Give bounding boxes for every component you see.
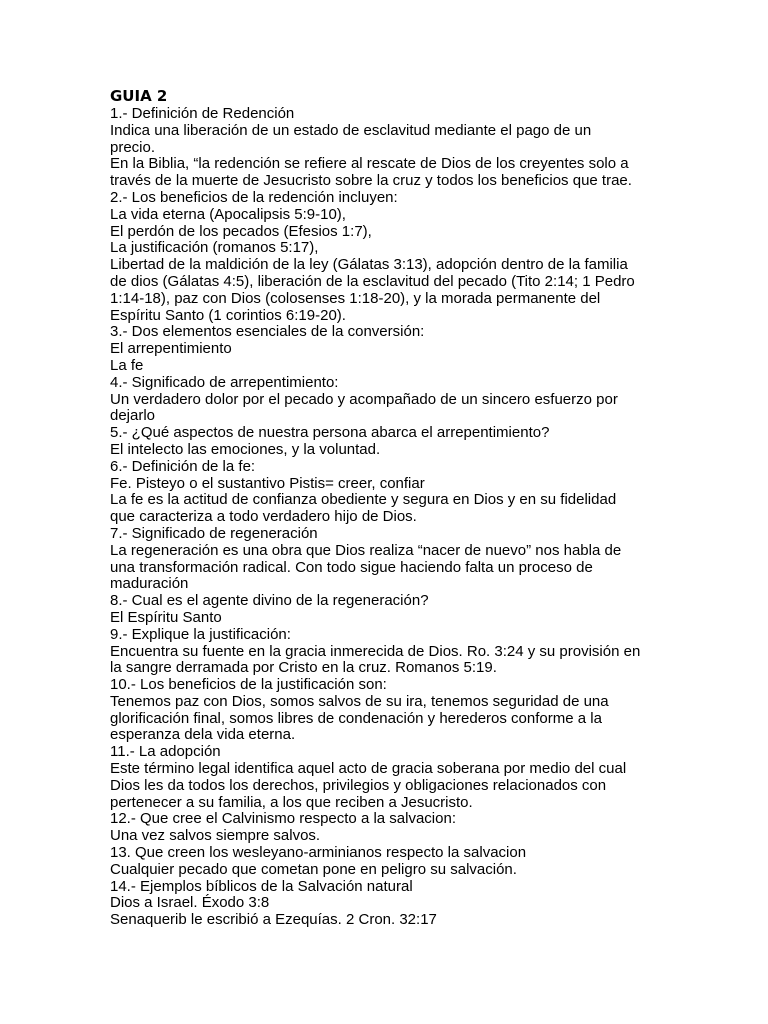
body-text-line: Libertad de la maldición de la ley (Gálatas 3:13), adopción dentro de la familia: [110, 256, 628, 274]
body-text-line: una transformación radical. Con todo sigue haciendo falta un proceso de: [110, 558, 593, 576]
body-text-line: Cualquier pecado que cometan pone en peligro su salvación.: [110, 860, 517, 878]
document-title: GUIA 2: [110, 87, 168, 105]
section-heading: 9.- Explique la justificación:: [110, 625, 291, 643]
body-text-line: 1:14-18), paz con Dios (colosenses 1:18-20), y la morada permanente del: [110, 289, 601, 307]
body-text-line: Dios a Israel. Éxodo 3:8: [110, 894, 270, 912]
section-heading: 10.- Los beneficios de la justificación son:: [110, 676, 387, 694]
section-heading: 12.- Que cree el Calvinismo respecto a la salvacion:: [110, 810, 456, 828]
body-text-line: La fe es la actitud de confianza obediente y segura en Dios y en su fidelidad: [110, 491, 617, 509]
body-text-line: Indica una liberación de un estado de esclavitud mediante el pago de un: [110, 121, 592, 139]
body-text-line: esperanza dela vida eterna.: [110, 726, 296, 744]
body-text-line: precio.: [110, 138, 156, 156]
body-text-line: El arrepentimiento: [110, 340, 232, 358]
body-text-line: Fe. Pisteyo o el sustantivo Pistis= creer, confiar: [110, 474, 425, 492]
body-text-line: maduración: [110, 575, 189, 593]
body-text-line: dejarlo: [110, 407, 156, 425]
body-text-line: Dios les da todos los derechos, privilegios y obligaciones relacionados con: [110, 776, 607, 794]
body-text-line: Espíritu Santo (1 corintios 6:19-20).: [110, 306, 346, 324]
body-text-line: Tenemos paz con Dios, somos salvos de su ira, tenemos seguridad de una: [110, 692, 609, 710]
body-text-line: la sangre derramada por Cristo en la cruz. Romanos 5:19.: [110, 659, 497, 677]
body-text-line: que caracteriza a todo verdadero hijo de Dios.: [110, 508, 417, 526]
body-text-line: En la Biblia, “la redención se refiere al rescate de Dios de los creyentes solo a: [110, 155, 629, 173]
body-text-line: La vida eterna (Apocalipsis 5:9-10),: [110, 205, 346, 223]
section-heading: 2.- Los beneficios de la redención incluyen:: [110, 188, 398, 206]
body-text-line: La justificación (romanos 5:17),: [110, 239, 319, 257]
body-text-line: Un verdadero dolor por el pecado y acompañado de un sincero esfuerzo por: [110, 390, 618, 408]
body-text-line: Este término legal identifica aquel acto de gracia soberana por medio del cual: [110, 760, 627, 778]
body-text-line: La fe: [110, 356, 144, 374]
body-text-line: El perdón de los pecados (Efesios 1:7),: [110, 222, 372, 240]
body-text-line: Una vez salvos siempre salvos.: [110, 827, 321, 845]
section-heading: 6.- Definición de la fe:: [110, 457, 256, 475]
section-heading: 1.- Definición de Redención: [110, 105, 295, 122]
body-text-line: glorificación final, somos libres de condenación y herederos conforme a la: [110, 709, 602, 727]
document-body: [110, 106, 668, 929]
section-heading: 4.- Significado de arrepentimiento:: [110, 373, 339, 391]
body-text-line: Encuentra su fuente en la gracia inmerecida de Dios. Ro. 3:24 y su provisión en: [110, 642, 641, 660]
section-heading: 13. Que creen los wesleyano-arminianos respecto la salvacion: [110, 844, 527, 862]
section-heading: 5.- ¿Qué aspectos de nuestra persona abarca el arrepentimiento?: [110, 424, 550, 442]
body-text-line: 14.- Ejemplos bíblicos de la Salvación natural: [110, 877, 413, 895]
body-text-line: El Espíritu Santo: [110, 608, 222, 626]
section-heading: 8.- Cual es el agente divino de la regeneración?: [110, 592, 429, 610]
body-text-line: El intelecto las emociones, y la voluntad.: [110, 440, 381, 458]
section-heading: 11.- La adopción: [110, 743, 221, 761]
section-heading: 3.- Dos elementos esenciales de la conversión:: [110, 323, 425, 341]
body-text-line: través de la muerte de Jesucristo sobre la cruz y todos los beneficios que trae.: [110, 172, 632, 190]
body-text-line: de dios (Gálatas 4:5), liberación de la esclavitud del pecado (Tito 2:14; 1 Pedro: [110, 272, 635, 290]
body-text-line: Senaquerib le escribió a Ezequías. 2 Cron. 32:17: [110, 911, 437, 929]
body-text-line: pertenecer a su familia, a los que reciben a Jesucristo.: [110, 793, 473, 811]
section-heading: 7.- Significado de regeneración: [110, 524, 318, 542]
body-text-line: La regeneración es una obra que Dios realiza “nacer de nuevo” nos habla de: [110, 541, 622, 559]
